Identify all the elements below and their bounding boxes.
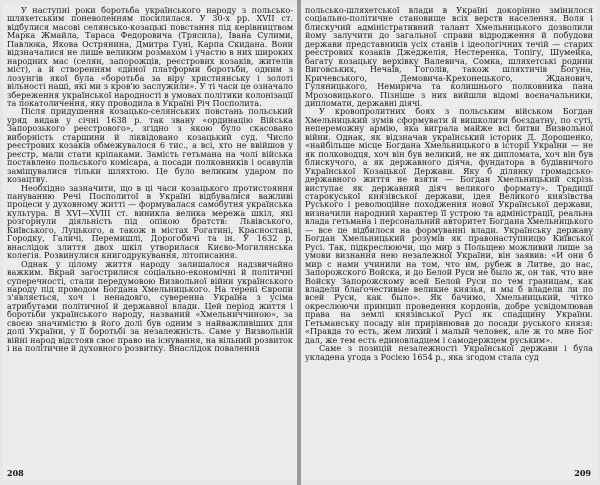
left-page	[3, 4, 297, 480]
paragraph: У кровопролитних боях з польським військом Богдан Хмельницький зумів сформувати й вишколити боєздатну, по суті, непереможну армію, яка виграла майже всі битви Визвольної війни. Однак, як відзначав український історик Д. Дорошенко, «найбільше місце Богдана Хмельницького в історії України — не як полководця, хоч він був великий, не як дипломата, хоч він був блискучого, а як державного діяча, фундатора в будівничого Української Козацької Держави. Яку б ділянку громадсько-державного життя не взяти — Богдан Хмельницький скрізь виступає як державний діяч великого формату». Традиції старокуської князівської держави, ідея Великого князівства Руського і революційне походження нової Української держави, визначили народний характер її устрою та адміністрації, реальна влада гетьмана і персональний авторитет Богдана Хмельницького — все це відбилося на формуванні влади. Українську державу Богдан Хмельницький розумів як правонаступницю Київської Русі. Так, підкреслюючи, що мир з Польщею можливий лише за умови визнання нею незалежної України, він заявив: «И они б мир с нами учинили на том, что им, рубеж в Литве, до нас, Запорожского Войска, и до Белой Руси не было ж, он так, что вне Войску Запорожскому всей Белой Руси по тем границам, как владели благочестивые великие князья, и мы б владели ли по всей Руси, как было». Як бачимо, Хмельницький, чітко окреслюючи принцип проведення кордонів, добре усвідомлював права на землі князівської Русі як спадщину України. Гетьманську посаду він прирівнював до посади руського князя: «Правда то есть, жем лихий і малый человек, але ж то мне Бог дал, же тем есть единовладцем і самодержцем руським».	[305, 106, 593, 345]
paragraph: Саме з позицій незалежності Української держави і була укладена угода з Росією 1654 р., яка згодом стала суд	[305, 343, 593, 362]
left-page-text	[7, 6, 293, 464]
paragraph: Однак у цілому життя народу залишалося надзвичайно важким. Вкрай загострилися соціально-економічні й політичні суперечності, стали передумовою Визвольної війни українського народу під проводом Богдана Хмельницького. На терені Європи з'являється, хоч і ненадовго, суверенна Україна з усіма атрибутами політичної й державної влади. Цей період життя і боротьби українського народу, названий «Хмельниччиною», за своєю значимістю в його долі був одним з найважливіших для долі України, у її боротьбі за незалежність. Саме у Визвольній війні народ відстояв своє право на існування, на вільний розвиток і на політичне й духовного розвитку. Внаслідок повалення	[7, 258, 293, 354]
page-number-left: 208	[7, 468, 24, 478]
paragraph: У наступні роки боротьба українського народу з польсько-шляхетським поневоленням посилилася. У 30-х рр. XVII ст. відбулися масові селянсько-козацькі повстання під керівництвом Марка Жмайла, Тараса Федоровича (Трясила), Івана Сулими, Павлюка, Якова Острянина, Дмитра Гуні, Карпа Скидана. Вони відзначалися не лише великим розмахом і участю в них широких народних мас (селян, запорожців, реєстрових козаків, жителів міст), а й створенням єдиної платформи боротьби, одним з лозунгів якої була «боротьба за віру християнську і золоті вільності наші, які ми з кров'ю заслужили». У ті часи це означало збереження української народності в умовах політики колонізації та покатоличення, яку проводила в Україні Річ Посполита.	[7, 5, 293, 108]
right-page-text	[305, 6, 593, 464]
paragraph: польсько-шляхетської влади в Україні докорінно змінилося соціально-політичне становище всіх верств населення. Воля і блискучий адміністративний талант Хмельницького дозволили йому залучити до загальної справи відродження й побудови держави представників усіх станів і ідеологічних течій — старих реєстрових козаків Джеджелія, Нестеренка, Топігу, Шумейка, багату козацьку верхівку Валевича, Сомка, шляхетські родини Виговських, Нечаїв, Гоголів, також шляхтичів Богуна, Кричевського, Демовича-Крехонецького, Жданович, Гуляницького, Немирича та колишнього полковника пана Мрозовицького. Пізніше з них вийшли відомі воєначальники, дипломати, державні діячі.	[305, 5, 593, 108]
paragraph: Необхідно зазначити, що в ці часи козацького протистояння пануванню Речі Посполитої в Україні відбувалися важливі процеси у духовному житті — формувалася самобутня українська культура. В XVI—XVIII ст. виникла велика мережа шкіл, які розгорнули діяльність під опікою братств: Львівського, Київського, Луцького, а також в містах Рогатині, Красноставі, Городку, Галичі, Перемишлі, Дорогобичі та ін. У 1632 р. внаслідок злиття двох шкіл утворилася Києво-Могилянська колегія. Розвинулися книгодрукування, літописання.	[7, 182, 293, 261]
page-number-right: 209	[574, 468, 591, 478]
paragraph: Після придушення козацько-селянських повстань польський уряд видав у січні 1638 р. так звану «ординацію Війська Запорозького реєстрового», згідно з якою було скасовано виборність старшини й ліквідовано козацький суд. Число реєстрових козаків обмежувалося 6 тис., а всі, хто не ввійшов у реєстр, мали стати кріпаками. Замість гетьмана на чолі війська поставлено польського комісара, а посади полковників і осавулів заміщувалися тільки шляхтою. Це було великим ударом по козацтву.	[7, 106, 293, 185]
right-page	[301, 4, 597, 480]
